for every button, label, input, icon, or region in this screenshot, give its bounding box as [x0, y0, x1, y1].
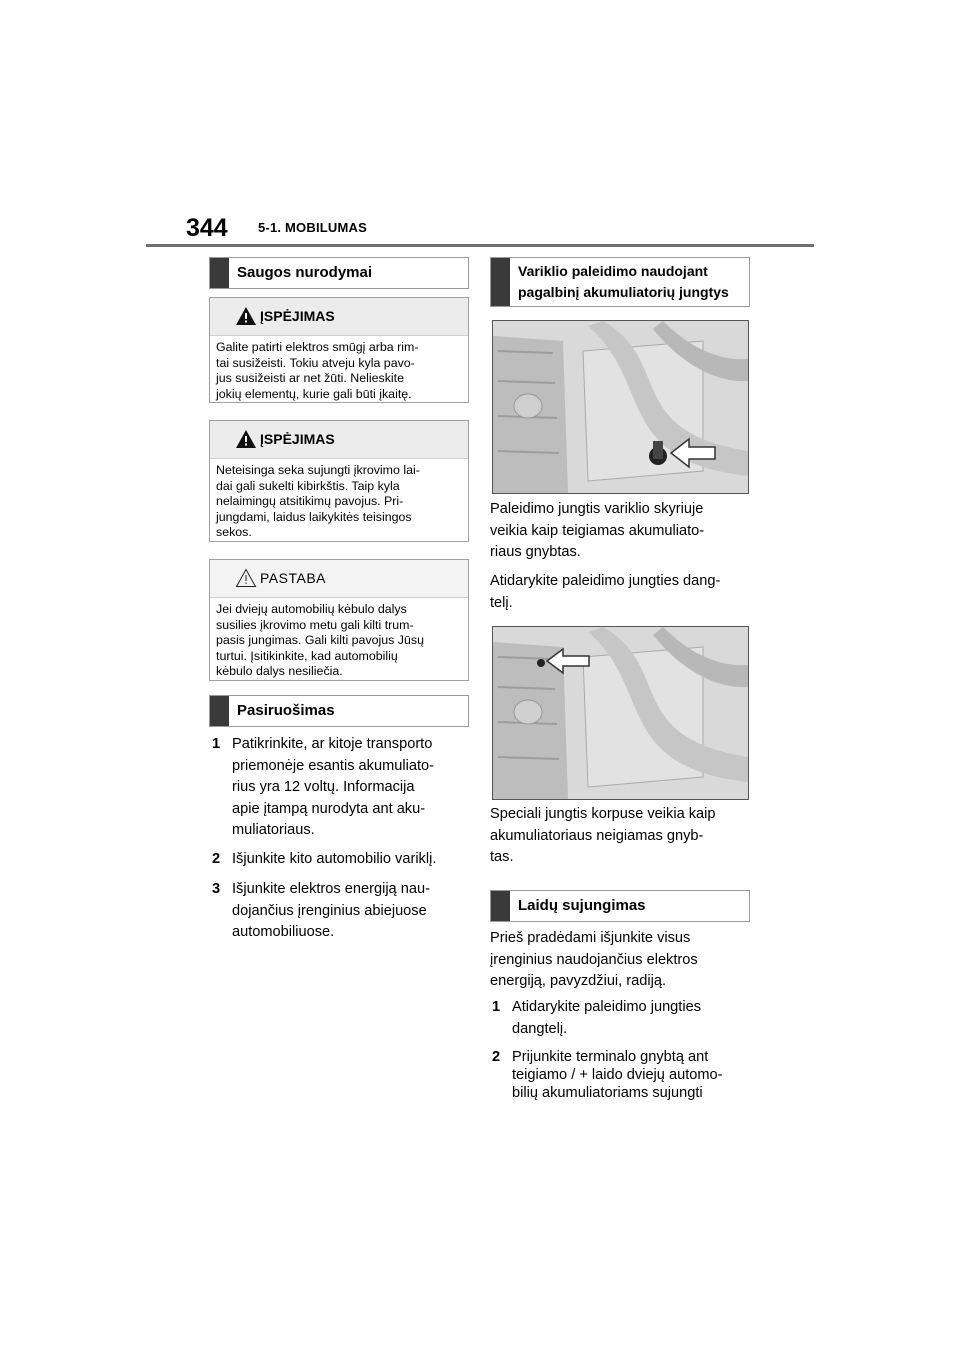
step-text — [232, 734, 474, 842]
text-line: Paleidimo jungtis variklio skyriuje — [490, 501, 704, 517]
text-line: tas. — [490, 849, 514, 865]
note-title: PASTABA — [260, 570, 327, 586]
heading-bar — [491, 258, 510, 306]
text-line: energiją, pavyzdžiui, radiją. — [490, 973, 667, 989]
prep-heading — [209, 695, 469, 727]
engine-illustration — [493, 627, 748, 799]
text-line: Galite patirti elektros smūgį arba rim- — [216, 340, 419, 354]
note-text — [216, 602, 462, 680]
text-line: telį. — [490, 594, 513, 611]
step-number: 1 — [492, 999, 501, 1015]
paragraph-open-cover — [490, 571, 752, 614]
text-line: turtui. Įsitikinkite, kad automobilių — [216, 648, 398, 663]
list-item — [212, 734, 474, 844]
heading-bar — [210, 696, 229, 726]
text-line: akumuliatoriaus neigiamas gnyb- — [490, 827, 704, 844]
step-number: 2 — [212, 851, 221, 867]
step-number: 1 — [212, 736, 221, 752]
text-line: nelaimingų atsitikimų pavojus. Pri- — [216, 494, 404, 509]
warning-box-1 — [209, 297, 469, 403]
text-line: veikia kaip teigiamas akumuliato- — [490, 522, 705, 539]
text-line: dai gali sukelti kibirkštis. Taip kyla — [216, 478, 400, 493]
text-line: jus susižeisti ar net žūti. Nelieskite — [216, 371, 404, 386]
note-box — [209, 559, 469, 681]
list-item — [212, 879, 474, 947]
warning-title: ĮSPĖJIMAS — [260, 431, 335, 447]
text-line: tai susižeisti. Tokiu atveju kyla pavo- — [216, 355, 415, 370]
list-item — [492, 1048, 754, 1108]
text-line: Jei dviejų automobilių kėbulo dalys — [216, 602, 407, 616]
paragraph-negative-terminal — [490, 804, 752, 869]
text-line: Neteisinga seka sujungti įkrovimo lai- — [216, 463, 420, 477]
text-line: Išjunkite kito automobilio variklį. — [232, 851, 437, 867]
text-line: pagalbinį akumuliatorių jungtys — [518, 284, 729, 300]
text-line: rius yra 12 voltų. Informacija — [232, 779, 415, 795]
text-line: Patikrinkite, ar kitoje transporto — [232, 736, 433, 752]
cables-heading-text: Laidų sujungimas — [518, 897, 646, 914]
text-line: Speciali jungtis korpuse veikia kaip — [490, 806, 716, 822]
connectors-heading — [490, 257, 750, 307]
engine-bay-photo-negative — [492, 626, 749, 800]
list-item — [212, 849, 474, 873]
cables-heading — [490, 890, 750, 922]
text-line: bilių akumuliatoriams sujungti — [512, 1085, 703, 1101]
text-line: dangtelį. — [512, 1020, 568, 1037]
text-line: kėbulo dalys nesiliečia. — [216, 664, 343, 679]
safety-heading-text: Saugos nurodymai — [237, 264, 373, 281]
text-line: Atidarykite paleidimo jungties — [512, 999, 702, 1015]
list-item — [492, 997, 754, 1043]
prep-heading-text: Pasiruošimas — [237, 702, 335, 719]
text-line: riaus gnybtas. — [490, 544, 581, 560]
warning-triangle-icon — [235, 306, 257, 326]
text-line: susilies įkrovimo metu gali kilti trum- — [216, 617, 414, 632]
warning-text — [216, 340, 462, 402]
text-line: jokių elementų, kurie gali būti įkaitę. — [216, 386, 412, 401]
text-line: pasis jungimas. Gali kilti pavojus Jūsų — [216, 633, 424, 648]
connectors-heading-text — [518, 261, 729, 303]
step-number: 2 — [492, 1049, 501, 1065]
text-line: Variklio paleidimo naudojant — [518, 263, 708, 279]
text-line: muliatoriaus. — [232, 822, 315, 838]
text-line: Atidarykite paleidimo jungties dang- — [490, 573, 721, 589]
text-line: Prieš pradėdami išjunkite visus — [490, 930, 691, 946]
paragraph-before-start — [490, 928, 752, 993]
warning-title: ĮSPĖJIMAS — [260, 308, 335, 324]
caution-triangle-outline-icon — [235, 568, 257, 588]
engine-bay-photo-positive — [492, 320, 749, 494]
text-line: teigiamo / + laido dviejų automo- — [512, 1067, 723, 1083]
step-text — [232, 879, 474, 944]
step-number: 3 — [212, 881, 221, 897]
text-line: priemonėje esantis akumuliato- — [232, 757, 434, 774]
warning-triangle-icon — [235, 429, 257, 449]
heading-bar — [210, 258, 229, 288]
heading-bar — [491, 891, 510, 921]
warning-box-2 — [209, 420, 469, 542]
step-text — [512, 997, 754, 1040]
text-line: įrenginius naudojančius elektros — [490, 951, 698, 968]
safety-heading — [209, 257, 469, 289]
text-line: jungdami, laidus laikykitės teisingos — [216, 509, 412, 524]
text-line: sekos. — [216, 525, 252, 540]
step-text — [512, 1048, 754, 1102]
text-line: apie įtampą nurodyta ant aku- — [232, 800, 426, 817]
text-line: automobiliuose. — [232, 924, 335, 940]
text-line: Išjunkite elektros energiją nau- — [232, 881, 430, 897]
engine-illustration — [493, 321, 748, 493]
text-line: dojančius įrenginius abiejuose — [232, 902, 427, 919]
step-text — [232, 849, 474, 871]
text-line: Prijunkite terminalo gnybtą ant — [512, 1049, 709, 1065]
header-divider — [146, 244, 814, 247]
warning-text — [216, 463, 462, 541]
section-title: 5-1. MOBILUMAS — [258, 220, 367, 235]
paragraph-positive-terminal — [490, 499, 752, 564]
page-number: 344 — [186, 214, 228, 242]
